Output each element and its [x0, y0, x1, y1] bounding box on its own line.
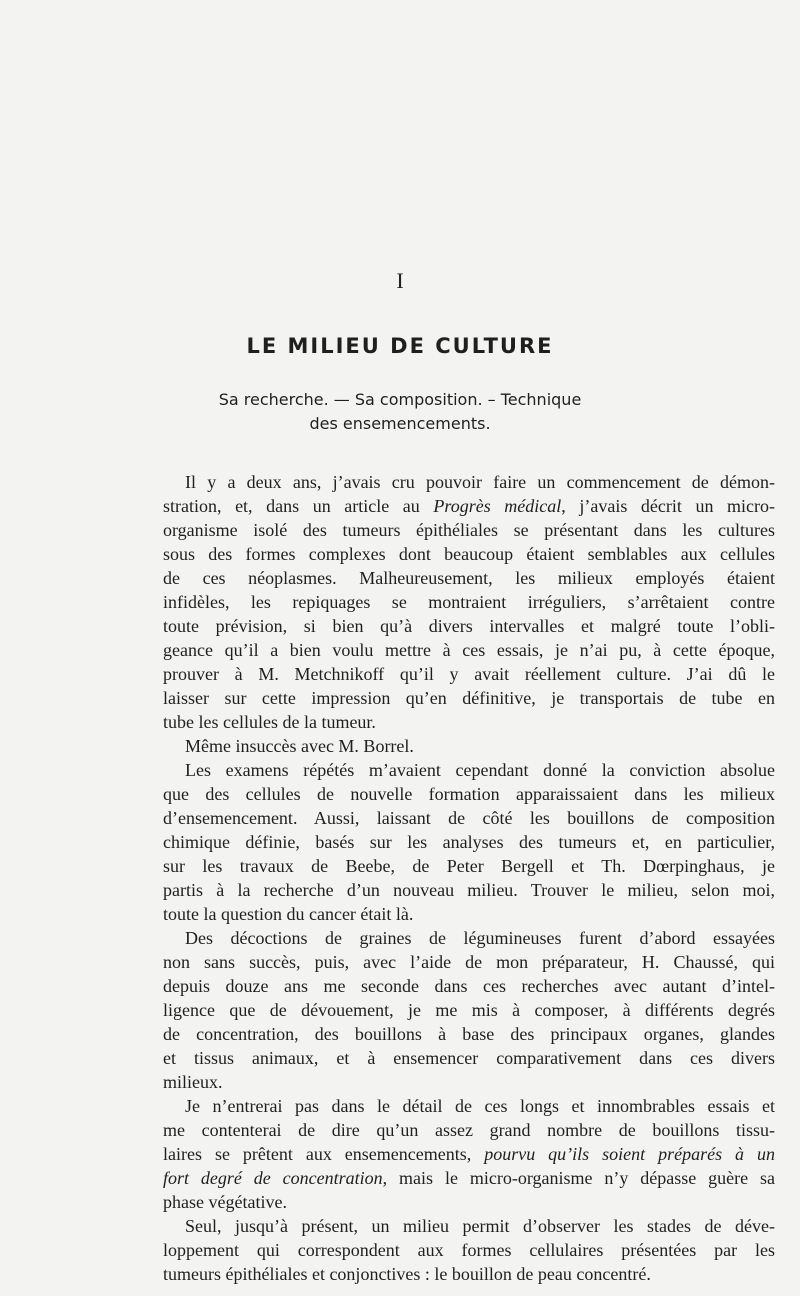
text-line: Même insuccès avec M. Borrel.	[185, 736, 414, 756]
text-line: tumeurs épithéliales et conjonctives : le bouillon de peau concentré.	[163, 1264, 651, 1284]
text-line: toute prévision, si bien qu’à divers intervalles et malgré toute l’obli-	[163, 616, 775, 636]
text-line: partis à la recherche d’un nouveau milieu. Trouver le milieu, selon moi,	[163, 880, 775, 900]
text-line: phase végétative.	[163, 1192, 287, 1212]
text-line: Seul, jusqu’à présent, un milieu permit d’observer les stades de déve-	[185, 1216, 775, 1236]
body-text	[163, 470, 775, 1286]
subtitle-line: Sa recherche. — Sa composition. – Technique	[218, 390, 582, 409]
text-line: stration, et, dans un article au Progrès médical, j’avais décrit un micro-	[163, 496, 775, 516]
chapter-number: I	[396, 268, 404, 293]
text-line: prouver à M. Metchnikoff qu’il y avait réellement culture. J’ai dû le	[163, 664, 775, 684]
emphasis: fort degré de concentration	[163, 1168, 383, 1188]
text-line: ligence que de dévouement, je me mis à composer, à différents degrés	[163, 1000, 775, 1020]
text-line: chimique définie, basés sur les analyses des tumeurs et, en particulier,	[163, 832, 775, 852]
text-line: milieux.	[163, 1072, 223, 1092]
text-line: me contenterai de dire qu’un assez grand nombre de bouillons tissu-	[163, 1120, 775, 1140]
text-line: toute la question du cancer était là.	[163, 904, 414, 924]
chapter-title: LE MILIEU DE CULTURE	[246, 334, 554, 358]
text-line: non sans succès, puis, avec l’aide de mon préparateur, H. Chaussé, qui	[163, 952, 775, 972]
text-line: d’ensemencement. Aussi, laissant de côté les bouillons de composition	[163, 808, 775, 828]
text-line: sous des formes complexes dont beaucoup étaient semblables aux cellules	[163, 544, 775, 564]
text-line: tube les cellules de la tumeur.	[163, 712, 376, 732]
text-line: Des décoctions de graines de légumineuses furent d’abord essayées	[185, 928, 775, 948]
text-line: organisme isolé des tumeurs épithéliales se présentant dans les cultures	[163, 520, 775, 540]
text-line: sur les travaux de Beebe, de Peter Bergell et Th. Dœrpinghaus, je	[163, 856, 775, 876]
emphasis: pourvu qu’ils soient préparés à un	[484, 1144, 775, 1164]
text-line: Je n’entrerai pas dans le détail de ces longs et innombrables essais et	[185, 1096, 775, 1116]
chapter-subtitle	[0, 388, 800, 436]
journal-title: Progrès médical	[433, 496, 562, 516]
subtitle-line: des ensemencements.	[309, 414, 491, 433]
text-line: laisser sur cette impression qu’en définitive, je transportais de tube en	[163, 688, 775, 708]
text-line: depuis douze ans me seconde dans ces recherches avec autant d’intel-	[163, 976, 775, 996]
text-line: Il y a deux ans, j’avais cru pouvoir faire un commencement de démon-	[185, 472, 775, 492]
text-line: laires se prêtent aux ensemencements, pourvu qu’ils soient préparés à un	[163, 1144, 775, 1164]
text-line: loppement qui correspondent aux formes cellulaires présentées par les	[163, 1240, 775, 1260]
text-line: de concentration, des bouillons à base des principaux organes, glandes	[163, 1024, 775, 1044]
text-line: geance qu’il a bien voulu mettre à ces essais, je n’ai pu, à cette époque,	[163, 640, 775, 660]
text-line: que des cellules de nouvelle formation apparaissaient dans les milieux	[163, 784, 775, 804]
text-line: infidèles, les repiquages se montraient irréguliers, s’arrêtaient contre	[163, 592, 775, 612]
text-line: fort degré de concentration, mais le micro-organisme n’y dépasse guère sa	[163, 1168, 775, 1188]
text-line: de ces néoplasmes. Malheureusement, les milieux employés étaient	[163, 568, 775, 588]
text-line: et tissus animaux, et à ensemencer comparativement dans ces divers	[163, 1048, 775, 1068]
text-line: Les examens répétés m’avaient cependant donné la conviction absolue	[185, 760, 775, 780]
